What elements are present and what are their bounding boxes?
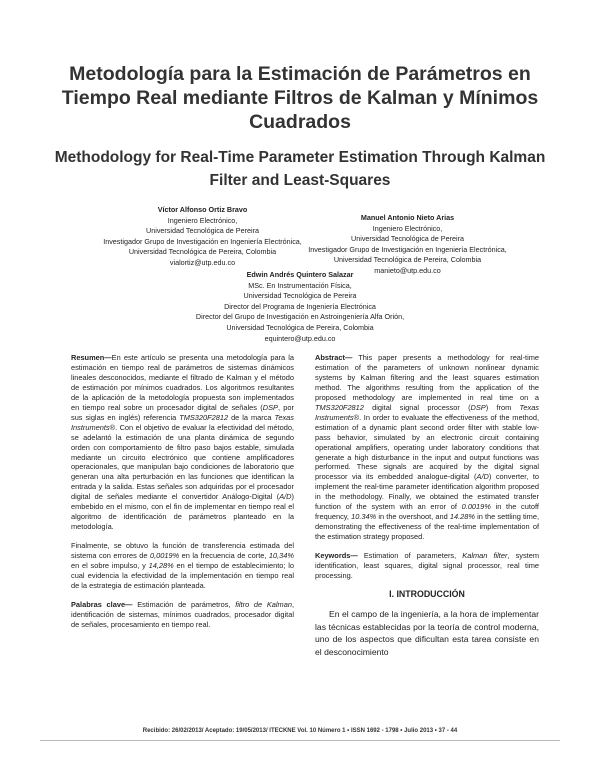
- resumen-text: En este artículo se presenta una metodología para la estimación en tiempo real de parámetros de sistemas dinámicos lineales desconocidos, mediante el filtrado de Kalman y el método de estimación por mínimos cuadrados. Los algoritmos resultantes de la aplicación de la metodología propuesta son implementados en tiempo real sobre un procesador digital de señales (: [71, 353, 294, 412]
- author-affiliation: Universidad Tecnológica de Pereira, Colombia: [226, 322, 374, 332]
- abstract-value: 0.0019%: [461, 502, 491, 512]
- resumen-text: ) embebido en el mismo, con el fin de implementar en tiempo real el algoritmo de identificación de parámetros planteado en la metodología.: [71, 492, 294, 532]
- palabras-clave-label: Palabras clave—: [71, 599, 133, 609]
- keywords-paragraph: [315, 551, 539, 581]
- resumen-value: 10,34%: [268, 551, 294, 561]
- author-university: Universidad Tecnológica de Pereira: [351, 234, 464, 244]
- author-block-2: [300, 213, 515, 277]
- abstract-label: Abstract—: [315, 353, 353, 362]
- author-name: Edwin Andrés Quintero Salazar: [246, 270, 354, 279]
- keywords-kalman: Kalman filter: [462, 551, 508, 561]
- paper-title-english: Methodology for Real-Time Parameter Estimation Through Kalman Filter and Least-Squares: [54, 149, 546, 189]
- abstract-text: digital signal processor (: [363, 402, 471, 412]
- author-group-director: Director del Grupo de Investigación en Astroingeniería Alfa Orión,: [195, 312, 405, 322]
- keywords-label: Keywords—: [315, 551, 358, 561]
- keywords-text: Estimation of parameters,: [357, 551, 463, 561]
- resumen-tms: TMS320F2812: [179, 412, 229, 422]
- palabras-text: , identificación de sistemas, mínimos cuadrados, procesador digital de señales, procesamiento en tiempo real.: [71, 599, 295, 629]
- resumen-paragraph: [71, 353, 294, 532]
- introduction-text: En el campo de la ingeniería, a la hora de implementar las técnicas establecidas por la teoría de control moderna, uno de los aspectos que dificultan esta tarea consiste en el desconocimiento: [315, 608, 539, 657]
- abstract-text: in the cutoff frequency,: [315, 502, 539, 522]
- abstract-text: This paper presents a methodology for real-time estimation of the parameters of unknown nonlinear dynamic systems by Kalman filtering and the least squares estimation method. The algorithms resulting from the application of the proposed methodology are implemented in real time on a: [315, 353, 539, 402]
- resumen-dsp: DSP: [262, 402, 278, 412]
- author-name: Víctor Alfonso Ortiz Bravo: [157, 205, 248, 214]
- abstract-tms: TMS320F2812: [315, 402, 364, 412]
- abstract-value: 10.34%: [351, 512, 377, 522]
- palabras-kalman: filtro de Kalman: [235, 599, 292, 609]
- author-university: Universidad Tecnológica de Pereira: [243, 291, 357, 301]
- author-degree: Ingeniero Electrónico,: [372, 223, 443, 233]
- resumen-text: en la frecuencia de corte,: [179, 551, 269, 561]
- resumen-text: de la marca: [228, 412, 275, 422]
- resumen-text: en el tiempo de establecimiento; lo cual evidencia la efectividad de la implementación en tiempo real de la estrategia de estimación planteada.: [71, 561, 294, 590]
- author-group: Investigador Grupo de Investigación en Ingeniería Electrónica,: [103, 236, 302, 246]
- page-footer: Recibido: 26/02/2013/ Aceptado: 19/05/2013/ ITECKNE Vol. 10 Número 1 • ISSN 1692 - 1798 • Julio 2013 • 37 - 44: [142, 728, 458, 734]
- abstract-ad: A/D: [476, 472, 489, 482]
- keywords-text: , system identification, least squares, digital signal processor, real time processing.: [315, 551, 539, 581]
- paper-title-spanish: Metodología para la Estimación de Parámetros en Tiempo Real mediante Filtros de Kalman y Mínimos Cuadrados: [61, 63, 539, 133]
- resumen-text: Finalmente, se obtuvo la función de transferencia estimada del sistema con errores de: [71, 541, 294, 561]
- abstract-text: in the overshoot, and: [376, 512, 450, 522]
- resumen-text: ®. Con el objetivo de evaluar la efectividad del método, se adelantó la estimación de una planta dinámica de segundo orden con comportamiento de filtro paso bajos estable, simulada mediante un circuito electrónico que contiene amplificadores operacionales, que manipulan bajo condiciones de laboratorio que generan una alta perturbación en las funciones que identifican la entrada y la salida. Estas señales son adquiridas por el procesador digital de señales mediante el convertidor Análogo-Digital (: [71, 422, 294, 502]
- author-name: Manuel Antonio Nieto Arias: [360, 213, 455, 222]
- author-email: manieto@utp.edu.co: [374, 265, 441, 275]
- footer-divider: [40, 740, 560, 741]
- abstract-value: 14.28%: [449, 512, 475, 522]
- left-column: [71, 353, 294, 639]
- resumen-ad: A/D: [279, 492, 292, 502]
- resumen-value: 0,0019%: [149, 551, 180, 561]
- author-block-1: [95, 205, 310, 269]
- author-degree: Ingeniero Electrónico,: [167, 215, 238, 225]
- abstract-text: in the settling time, demonstrating the effectiveness of the real-time implementation of the estimation strategy proposed.: [315, 512, 539, 542]
- author-group: Investigador Grupo de Investigación en Ingeniería Electrónica,: [308, 244, 507, 254]
- author-program-director: Director del Programa de Ingeniería Electrónica: [224, 301, 376, 311]
- resumen-results-paragraph: [71, 541, 294, 591]
- resumen-text: en el sobre impulso, y: [71, 561, 149, 571]
- author-affiliation: Universidad Tecnológica de Pereira, Colombia: [333, 255, 482, 265]
- abstract-dsp: DSP: [470, 402, 486, 412]
- palabras-text: Estimación de parámetros,: [132, 599, 236, 609]
- resumen-text: , por sus siglas en inglés) referencia: [71, 402, 294, 422]
- resumen-ti: Texas Instruments: [71, 412, 294, 432]
- abstract-paragraph: [315, 353, 539, 542]
- abstract-ti: Texas Instruments: [315, 402, 539, 422]
- author-affiliation: Universidad Tecnológica de Pereira, Colombia: [128, 247, 277, 257]
- palabras-clave-paragraph: [71, 600, 294, 630]
- abstract-text: ) converter, to implement the real-time parameter identification algorithm proposed in the methodology. Finally, we obtained the estimated transfer function of the system with an error of: [315, 472, 539, 512]
- author-email: vialortiz@utp.edu.co: [169, 257, 236, 267]
- abstract-text: ®. In order to evaluate the effectiveness of the method, estimation of a dynamic plant second order filter with stable low-pass behavior, simulated by an electronic circuit containing operational amplifiers, operating under laboratory conditions that generate a high disturbance in the input and output functions was performed. These signals are acquired by the digital signal processor via its embedded analogue-digital (: [315, 412, 539, 482]
- author-university: Universidad Tecnológica de Pereira: [146, 226, 259, 236]
- author-degree: MSc. En Instrumentación Física,: [248, 280, 352, 290]
- author-block-3: [170, 270, 430, 344]
- author-email: equintero@utp.edu.co: [264, 333, 336, 343]
- resumen-value: 14,28%: [148, 561, 174, 571]
- section-heading: I. INTRODUCCIÓN: [389, 588, 465, 599]
- right-column: [315, 353, 539, 658]
- resumen-label: Resumen—: [71, 353, 112, 362]
- abstract-text: ) from: [485, 402, 520, 412]
